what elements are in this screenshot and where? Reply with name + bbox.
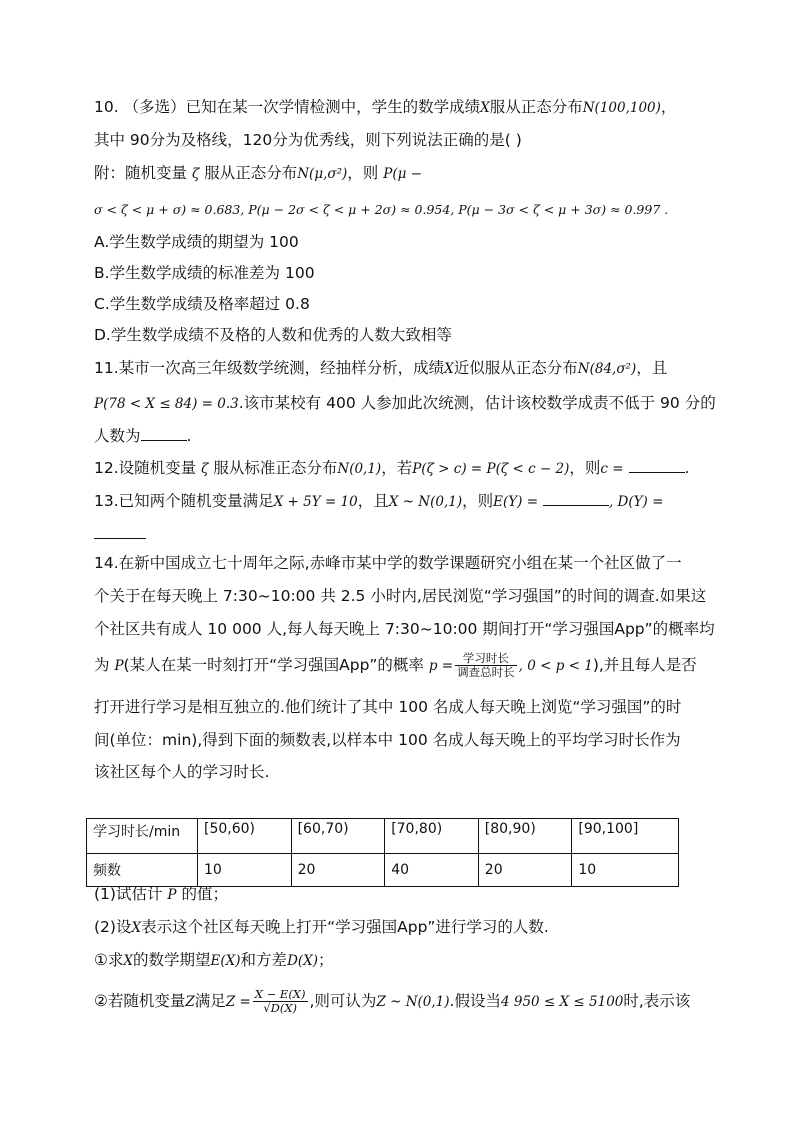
q14-probability-fraction: $\frac{\text{学习时长}}{\text{调查总时长}}$ [457,651,515,679]
table-cell: 频数 [87,854,198,887]
q10-option-d: D.学生数学成绩不及格的人数和优秀的人数大致相等 [94,326,452,344]
q13-line2 [94,524,146,544]
q14-subquestion-1: (1)试估计 P 的值； [94,885,228,903]
table-cell: 10 [572,854,679,887]
q10-formula-line: σ < ζ < μ + σ) ≈ 0.683, P(μ − 2σ < ζ < μ + 2σ) ≈ 0.954, P(μ − 3σ < ζ < μ + 3σ) ≈ 0.997 . [94,202,669,217]
q13-dy-blank[interactable] [94,524,146,539]
q14-stem-line5: 打开进行学习是相互独立的.他们统计了其中 100 名成人每天晚上浏览“学习强国”的时 [94,698,682,716]
q10-stem-line1: 10. （多选）已知在某一次学情检测中，学生的数学成绩X服从正态分布N(100,100)， [94,98,677,116]
q12-answer-blank[interactable] [629,458,685,473]
table-cell: [70,80) [385,819,479,854]
q11-answer-blank[interactable] [141,426,187,441]
frequency-table [86,818,679,887]
q10-appendix-line: 附：随机变量 ζ 服从正态分布N(μ,σ²)，则 P(μ − [94,164,422,182]
q14-stem-line1: 14.在新中国成立七十周年之际,赤峰市某中学的数学课题研究小组在某一个社区做了一 [94,554,682,572]
table-cell: [60,70) [291,819,385,854]
q11-line2: P(78 < X ≤ 84) = 0.3.该市某校有 400 人参加此次统测，估计该校数学成责不低于 90 分的 [94,394,716,412]
q14-stem-line6: 间(单位：min),得到下面的频数表,以样本中 100 名成人每天晚上的平均学习时长作为 [94,731,681,749]
table-header-row [87,819,679,854]
table-cell: 20 [478,854,572,887]
z-score-fraction: $\frac{X - E(X)}{√D(X)}$ [254,987,306,1015]
q10-option-a: A.学生数学成绩的期望为 100 [94,233,299,251]
q10-option-b: B.学生数学成绩的标准差为 100 [94,264,315,282]
table-cell: [80,90) [478,819,572,854]
q10-option-c: C.学生数学成绩及格率超过 0.8 [94,295,310,313]
table-cell: [50,60) [198,819,292,854]
q14-subquestion-2-1: ①求X的数学期望E(X)和方差D(X)； [94,951,334,969]
q12-line: 12.设随机变量 ζ 服从标准正态分布N(0,1)，若P(ζ > c) = P(ζ < c − 2)，则c = . [94,459,690,477]
table-cell: 20 [291,854,385,887]
q14-subquestion-2-2: ②若随机变量Z满足Z = $\frac{X - E(X)}{√D(X)}$ ,则可认为Z ~ N(0,1).假设当4 950 ≤ X ≤ 5100时,表示该 [94,987,691,1015]
table-row [87,854,679,887]
table-cell: [90,100] [572,819,679,854]
q11-line1: 11.某市一次高三年级数学统测，经抽样分析，成绩X近似服从正态分布N(84,σ²)，且 [94,359,668,377]
table-cell: 10 [198,854,292,887]
q14-stem-line7: 该社区每个人的学习时长. [94,763,270,781]
q10-stem-line2: 其中 90分为及格线，120分为优秀线，则下列说法正确的是( ) [94,131,522,149]
q14-stem-line2: 个关于在每天晚上 7:30~10:00 共 2.5 小时内,居民浏览“学习强国”的时间的调查.如果这 [94,587,707,605]
q13-ey-blank[interactable] [543,491,609,506]
q13-line1: 13.已知两个随机变量满足X + 5Y = 10，且X ~ N(0,1)，则E(Y) = , D(Y) = [94,492,664,510]
table-cell: 学习时长/min [87,819,198,854]
table-cell: 40 [385,854,479,887]
q14-subquestion-2: (2)设X表示这个社区每天晚上打开“学习强国App”进行学习的人数. [94,918,549,936]
q11-line3: 人数为 . [94,427,192,445]
q14-stem-line4: 为 P(某人在某一时刻打开“学习强国App”的概率 p = $\frac{\text{学习时长}}{\text{调查总时长}}$ , 0 < p < 1),并且每人是否 [94,651,697,679]
q14-stem-line3: 个社区共有成人 10 000 人,每人每天晚上 7:30~10:00 期间打开“学习强国App”的概率均 [94,620,715,638]
